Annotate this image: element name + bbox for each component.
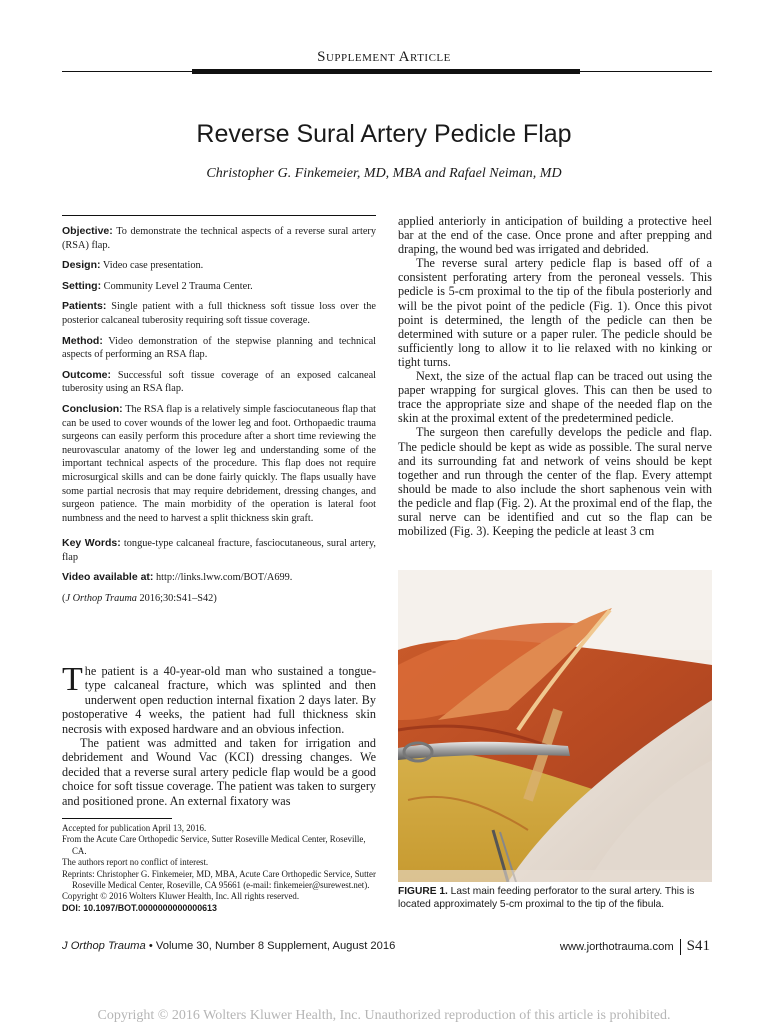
page-number: S41 xyxy=(686,938,710,954)
footer-website-page xyxy=(560,938,710,955)
setting-text: Community Level 2 Trauma Center. xyxy=(103,280,253,292)
footnote-accepted: Accepted for publication April 13, 2016. xyxy=(62,823,207,833)
body-paragraph: The patient is a 40-year-old man who sustained a tongue-type calcaneal fracture, which was splinted and then underwent open reduction internal fixation 2 days later. By postoperative 4 weeks, the patient had full thickness skin necrosis with exposed hardware and an obvious infection. xyxy=(62,661,376,736)
footnote-conflict: The authors report no conflict of interest. xyxy=(62,857,209,868)
objective-text: To demonstrate the technical aspects of a reverse sural artery (RSA) flap. xyxy=(62,226,376,251)
conclusion-text: The RSA flap is a relatively simple fasciocutaneous flap that can be used to cover wounds of the lower leg and foot. Orthopaedic trauma surgeons can easily perform this procedure after a short time reviewing the neurovascular anatomy of the lower leg and understanding some of the important technical aspects of the procedure. This flap does not require microsurgical skills and can be done fairly quickly. The flaps usually have some partial necrosis that may require debridement, dressing changes, and surgeon patience. The main morbidity of the operation is lateral foot numbness and the need to harvest a split thickness skin graft. xyxy=(62,403,376,524)
section-label: Supplement Article xyxy=(317,49,451,65)
article-authors: Christopher G. Finkemeier, MD, MBA and Rafael Neiman, MD xyxy=(206,166,562,181)
figure-1-caption xyxy=(398,886,714,911)
setting-label: Setting: xyxy=(62,279,102,292)
body-paragraph: Next, the size of the actual flap can be traced out using the paper wrapping for surgical gloves. This can then be used to trace the appropriate size and shape of the needed flap on the skin at the proximal extent of the predetermined pedicle. xyxy=(398,369,712,426)
figure-label: FIGURE 1. xyxy=(398,886,448,897)
abstract xyxy=(62,225,376,613)
design-label: Design: xyxy=(62,259,101,272)
conclusion-label: Conclusion: xyxy=(62,402,123,415)
design-text: Video case presentation. xyxy=(102,260,204,272)
outcome-text: Successful soft tissue coverage of an exposed calcaneal tuberosity using an RSA flap. xyxy=(62,369,376,395)
method-label: Method: xyxy=(62,334,103,347)
abstract-design xyxy=(62,259,376,273)
abstract-conclusion xyxy=(62,403,376,525)
footnote-copyright: Copyright © 2016 Wolters Kluwer Health, Inc. All rights reserved. xyxy=(62,891,300,902)
abstract-patients xyxy=(62,300,376,327)
footer-website-link[interactable]: www.jorthotrauma.com xyxy=(559,940,674,953)
abstract-rule xyxy=(62,215,376,216)
abstract-key-words xyxy=(62,537,376,564)
body-paragraph: applied anteriorly in anticipation of building a protective heel bar at the end of the case. Once prone and after prepping and draping, the wound bed was irrigated and debrided. xyxy=(398,214,712,257)
body-column-left xyxy=(62,661,376,808)
footnote-rule xyxy=(62,818,172,819)
citation-journal: J Orthop Trauma xyxy=(65,593,137,605)
header-rule-thick xyxy=(192,69,580,74)
body-paragraph: The surgeon then carefully develops the pedicle and flap. The pedicle should be kept as wide as possible. The sural nerve and its surrounding fat and network of veins should be kept together and run through the center of the flap. Every attempt should be made to also include the short saphenous vein with the pedicle and flap (Fig. 2). At the proximal end of the flap, the sural nerve can be identified and cut so the flap can be mobilized (Fig. 3). Keeping the pedicle at least 3 cm xyxy=(398,425,712,539)
footnote-reprints: Reprints: Christopher G. Finkemeier, MD, MBA, Acute Care Orthopedic Service, Sutter Roseville Medical Center, Roseville, CA 95661 (e-mail: finkemeier@surewest.net). xyxy=(62,868,376,891)
abstract-video xyxy=(62,571,376,585)
body-paragraph: The reverse sural artery pedicle flap is based off of a consistent perforating artery from the peroneal vessels. This pedicle is 5-cm proximal to the tip of the fibula posteriorly and will be the pivot point of the pedicle (Fig. 1). Once this pivot point is determined, the length of the pedicle can then be determined with suture or a paper ruler. The pedicle should be sufficiently long to allow it to lie relaxed with no kinking or tight turns. xyxy=(398,256,712,369)
abstract-objective xyxy=(62,225,376,252)
patients-text: Single patient with a full thickness soft tissue loss over the posterior calcaneal tuberosity requiring soft tissue coverage. xyxy=(62,301,377,326)
key-words-text: tongue-type calcaneal fracture, fasciocutaneous, sural artery, flap xyxy=(62,538,377,563)
patients-label: Patients: xyxy=(62,300,107,313)
copyright-watermark: Copyright © 2016 Wolters Kluwer Health, Inc. Unauthorized reproduction of this article is prohibited. xyxy=(97,1008,671,1023)
key-words-label: Key Words: xyxy=(62,537,121,550)
abstract-setting xyxy=(62,280,376,294)
citation-rest: 2016;30:S41–S42) xyxy=(136,593,217,605)
footer-journal-info: J Orthop Trauma • Volume 30, Number 8 Supplement, August 2016 xyxy=(62,940,396,952)
body-paragraph: The patient was admitted and taken for irrigation and debridement and Wound Vac (KCI) dressing changes. We decided that a reverse sural artery pedicle flap would be a good choice for soft tissue coverage. The patient was taken to surgery and positioned prone. An external fixatory was xyxy=(62,736,376,808)
video-link[interactable]: http://links.lww.com/BOT/A699. xyxy=(156,572,293,584)
dropcap: T xyxy=(62,661,83,698)
video-label: Video available at: xyxy=(62,571,154,584)
footer-volume: Volume 30, Number 8 Supplement, August 2016 xyxy=(155,940,396,952)
figure-1-image xyxy=(398,570,712,882)
abstract-outcome xyxy=(62,369,376,396)
footnote-doi: DOI: 10.1097/BOT.0000000000000613 xyxy=(62,902,217,913)
body-column-right xyxy=(398,214,712,538)
footnotes xyxy=(62,823,380,914)
method-text: Video demonstration of the stepwise planning and technical aspects of performing an RSA flap. xyxy=(62,335,376,361)
abstract-citation: (J Orthop Trauma 2016;30:S41–S42) xyxy=(62,593,217,605)
article-title: Reverse Sural Artery Pedicle Flap xyxy=(196,120,572,148)
abstract-method xyxy=(62,335,376,362)
figure-caption-text: Last main feeding perforator to the sural artery. This is located approximately 5-cm proximal to the tip of the fibula. xyxy=(398,886,695,910)
footnote-from: From the Acute Care Orthopedic Service, Sutter Roseville Medical Center, Roseville, CA. xyxy=(62,834,366,856)
objective-label: Objective: xyxy=(62,225,113,237)
outcome-label: Outcome: xyxy=(62,368,112,381)
footer-journal: J Orthop Trauma xyxy=(62,940,146,952)
footer-separator xyxy=(680,939,681,955)
